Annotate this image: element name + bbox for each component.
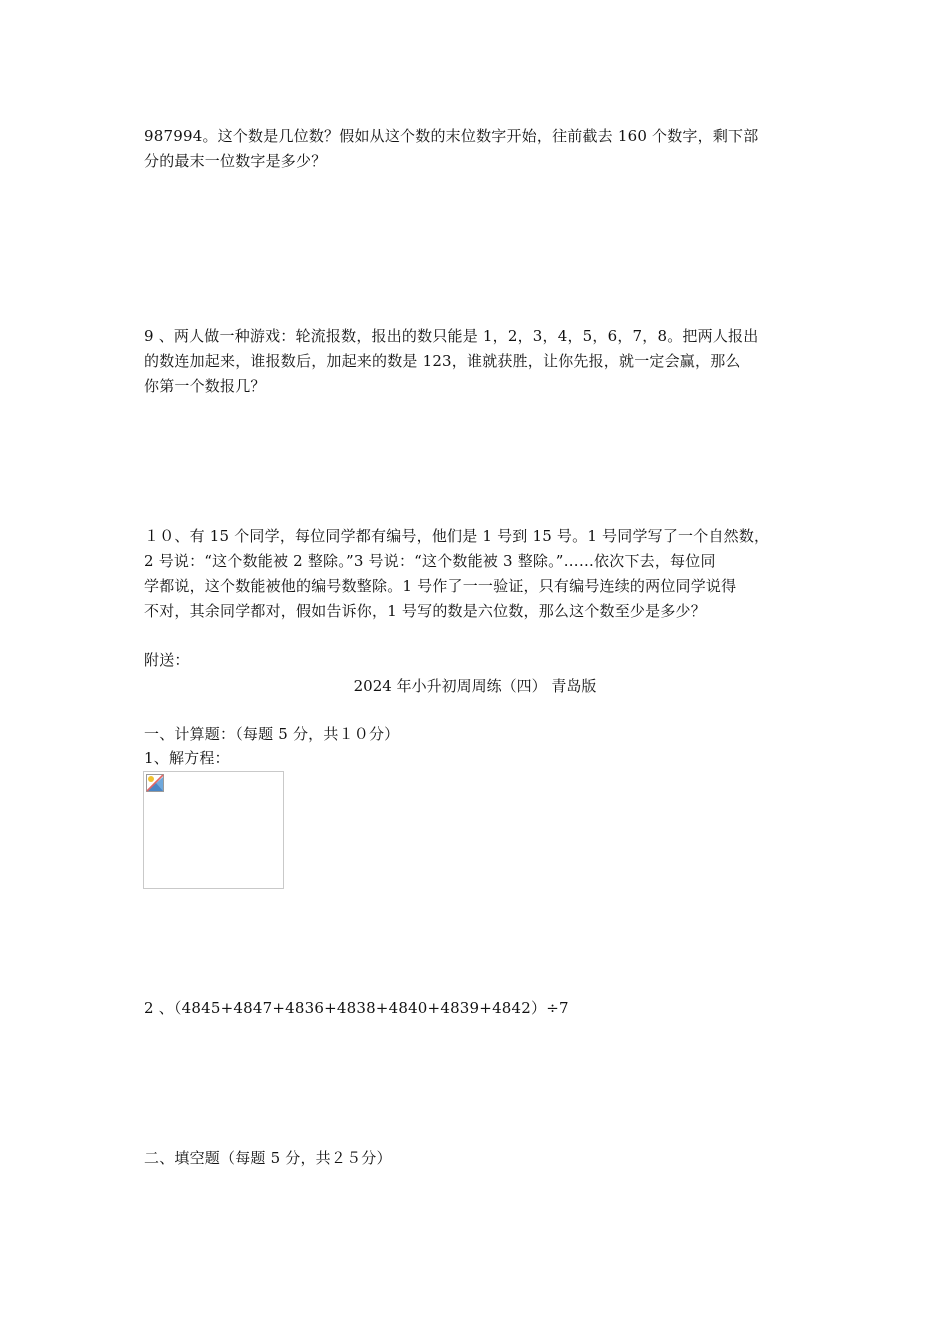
question-1-label: 1、解方程： xyxy=(144,749,230,767)
problem-9-line-1: 9 、两人做一种游戏：轮流报数，报出的数只能是 1，2，3，4，5，6，7，8。把两人报出 xyxy=(144,327,759,345)
broken-image-icon xyxy=(146,774,164,792)
problem-10 xyxy=(144,524,810,624)
section-1-heading: 一、计算题：（每题 5 分，共１０分） xyxy=(144,725,400,743)
document-title: 2024 年小升初周周练（四） 青岛版 xyxy=(353,677,597,695)
section-1 xyxy=(144,722,810,770)
appendix-label: 附送： xyxy=(144,651,190,669)
problem-10-line-4: 不对，其余同学都对，假如告诉你，1 号写的数是六位数，那么这个数至少是多少？ xyxy=(144,602,706,620)
equation-image-placeholder xyxy=(143,771,284,889)
problem-9 xyxy=(144,324,810,399)
problem-10-line-1: １０、有 15 个同学，每位同学都有编号，他们是 1 号到 15 号。1 号同学写了一个自然数， xyxy=(144,527,770,545)
question-2: 2 、（4845+4847+4836+4838+4840+4839+4842）÷7 xyxy=(144,999,569,1017)
problem-10-line-2: 2 号说：“这个数能被 2 整除。”3 号说：“这个数能被 3 整除。”……依次下去，每位同 xyxy=(144,552,716,570)
problem-8-line-1: 987994。这个数是几位数？假如从这个数的末位数字开始，往前截去 160 个数字，剩下部 xyxy=(144,127,759,145)
problem-10-line-3: 学都说，这个数能被他的编号数整除。1 号作了一一验证，只有编号连续的两位同学说得 xyxy=(144,577,737,595)
problem-8-line-2: 分的最末一位数字是多少？ xyxy=(144,152,327,170)
problem-8-continuation xyxy=(144,124,810,174)
problem-9-line-3: 你第一个数报几？ xyxy=(144,377,266,395)
problem-9-line-2: 的数连加起来，谁报数后，加起来的数是 123，谁就获胜，让你先报，就一定会赢，那么 xyxy=(144,352,741,370)
section-2-heading: 二、填空题（每题 5 分，共２５分） xyxy=(144,1149,392,1167)
